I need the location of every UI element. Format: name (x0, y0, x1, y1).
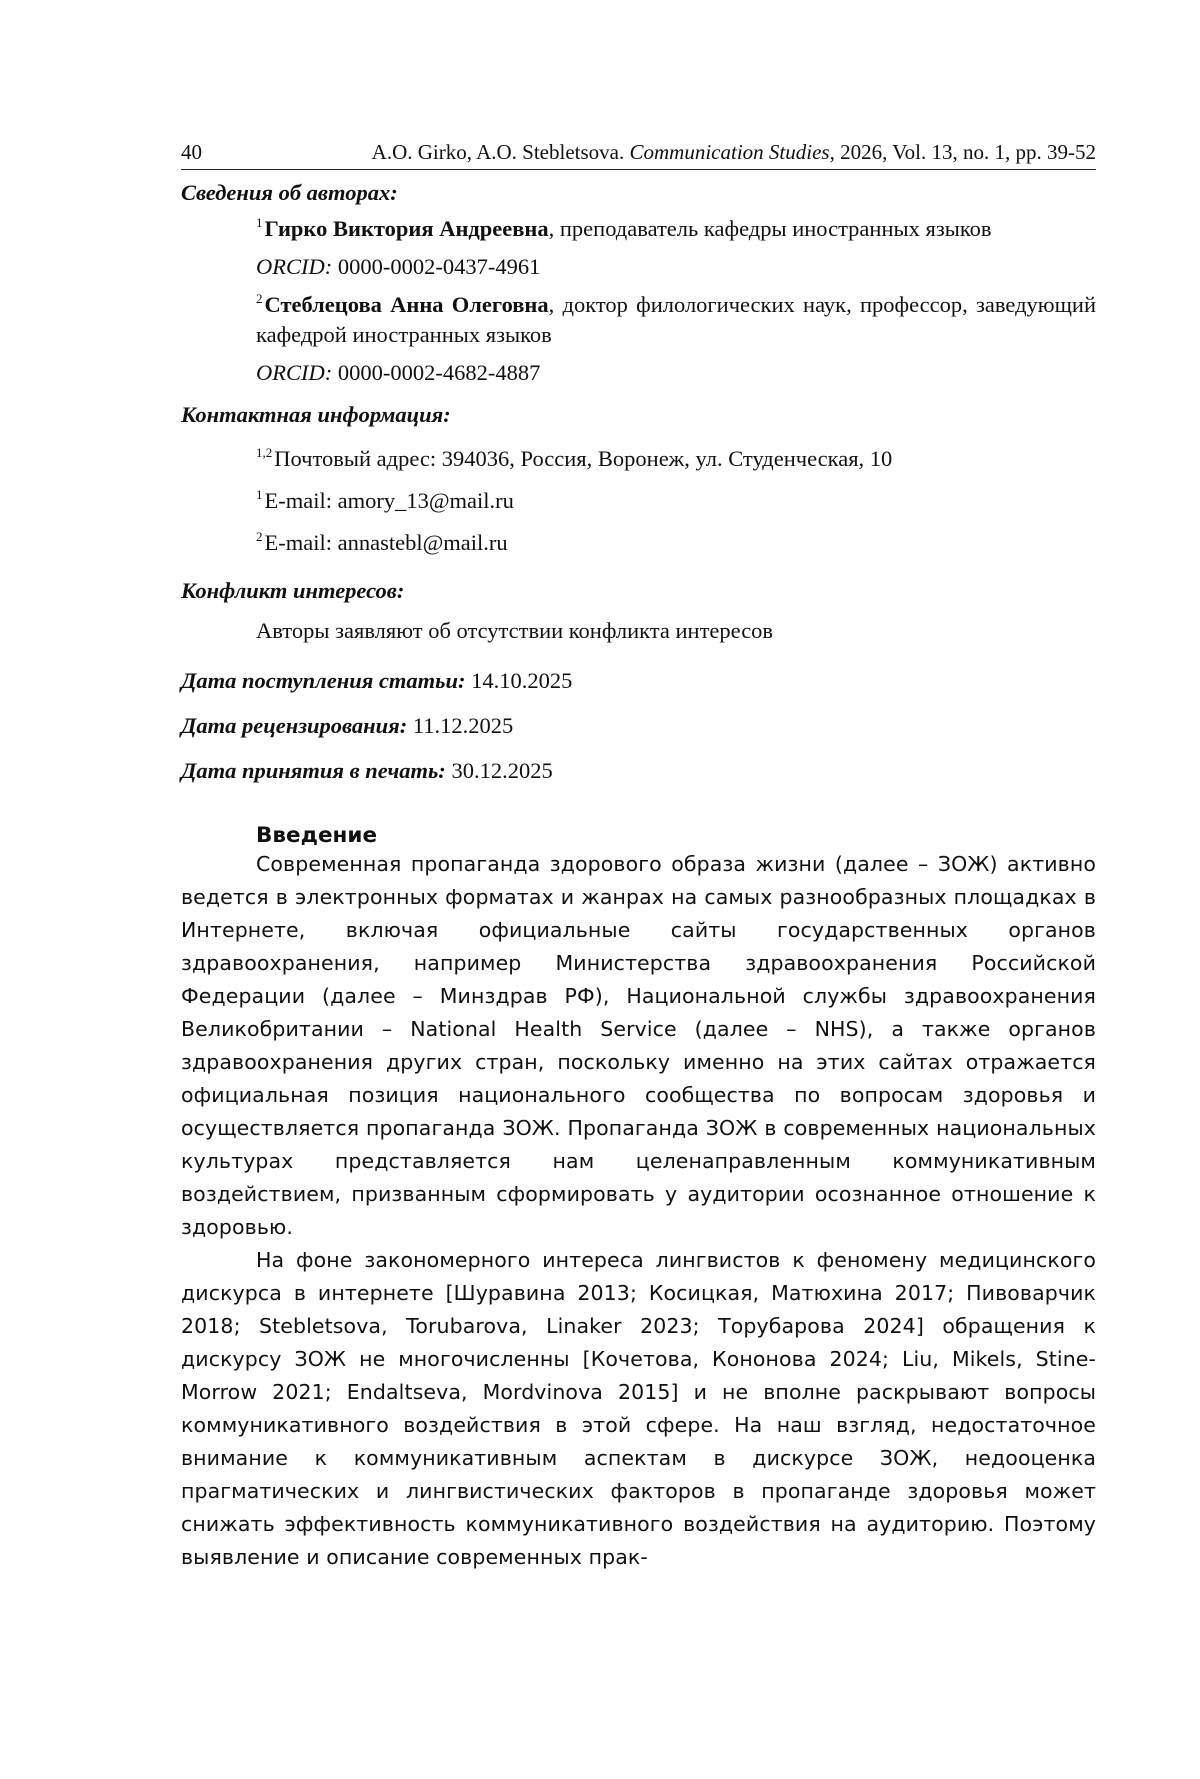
email1 (256, 480, 1096, 522)
received-label: Дата поступления статьи: (181, 668, 466, 693)
citation-details: , 2026, Vol. 13, no. 1, pp. 39-52 (829, 140, 1096, 164)
reviewed-value: 11.12.2025 (407, 713, 514, 738)
author2-position: , доктор филологических наук, профессор, заведующий кафедрой иностранных языков (256, 292, 1096, 347)
received-value: 14.10.2025 (465, 668, 573, 693)
conflict-heading: Конфликт интересов: (181, 578, 405, 603)
postal-address (256, 438, 1096, 480)
contact-block (256, 438, 1096, 564)
author2-name: Стеблецова Анна Олеговна (264, 292, 549, 317)
author1-orcid-label: ORCID: (256, 254, 333, 279)
received-date (181, 658, 1096, 703)
email2 (256, 522, 1096, 564)
introduction-paragraph-1: Современная пропаганда здорового образа жизни (далее – ЗОЖ) активно ведется в электронных форматах и жанрах на самых разнообразных площадках в Интернете, включая официальные сайты государственных органов здравоохранения, например Министерства здравоохранения Российской Федерации (далее – Минздрав РФ), Национальной службы здравоохранения Великобритании – National Health Service (далее – NHS), а также органов здравоохранения других стран, поскольку именно на этих сайтах отражается официальная позиция национального сообщества по вопросам здоровья и осуществляется пропаганда ЗОЖ. Пропаганда ЗОЖ в современных национальных культурах представляется нам целенаправленным коммуникативным воздействием, призванным сформировать у аудитории осознанное отношение к здоровью. (181, 852, 1096, 1239)
author2-orcid (256, 358, 1096, 388)
email1-sup: 1 (256, 487, 263, 502)
author1-sup: 1 (256, 215, 263, 230)
address-text: Почтовый адрес: 394036, Россия, Воронеж, ул. Студенческая, 10 (274, 446, 893, 471)
reviewed-label: Дата рецензирования: (181, 713, 408, 738)
journal-name: Communication Studies (629, 140, 830, 164)
email2-text: E-mail: annastebl@mail.ru (264, 530, 508, 555)
introduction-body (181, 848, 1096, 1574)
accepted-label: Дата принятия в печать: (181, 758, 446, 783)
email1-text: E-mail: amory_13@mail.ru (264, 488, 514, 513)
dates-block (181, 658, 1096, 793)
page (181, 140, 1096, 1574)
citation-authors: A.O. Girko, A.O. Stebletsova. (371, 140, 625, 164)
author2-orcid-value: 0000-0002-4682-4887 (332, 360, 541, 385)
author1-orcid-value: 0000-0002-0437-4961 (332, 254, 541, 279)
introduction-title: Введение (256, 823, 378, 848)
author2-orcid-label: ORCID: (256, 360, 333, 385)
conflict-text: Авторы заявляют об отсутствии конфликта интересов (256, 618, 774, 643)
author1-line (256, 214, 1096, 244)
author1-name: Гирко Виктория Андреевна (264, 216, 549, 241)
author1-block (256, 214, 1096, 282)
address-sup: 1,2 (256, 445, 273, 460)
author2-line (256, 290, 1096, 350)
author2-sup: 2 (256, 291, 263, 306)
email2-sup: 2 (256, 529, 263, 544)
contact-heading: Контактная информация: (181, 402, 451, 427)
page-number: 40 (181, 140, 202, 164)
reviewed-date (181, 703, 1096, 748)
author1-position: , преподаватель кафедры иностранных языков (548, 216, 992, 241)
authors-heading: Сведения об авторах: (181, 180, 398, 205)
running-header (181, 140, 1096, 170)
author1-orcid (256, 252, 1096, 282)
introduction-paragraph-2: На фоне закономерного интереса лингвистов к феномену медицинского дискурса в интернете [Шуравина 2013; Косицкая, Матюхина 2017; Пивоварчик 2018; Stebletsova, Torubarova, Linaker 2023; Торубарова 2024] обращения к дискурсу ЗОЖ не многочисленны [Кочетова, Кононова 2024; Liu, Mikels, Stine-Morrow 2021; Endaltseva, Mordvinova 2015] и не вполне раскрывают вопросы коммуникативного воздействия в этой сфере. На наш взгляд, недостаточное внимание к коммуникативным аспектам в дискурсе ЗОЖ, недооценка прагматических и лингвистических факторов в пропаганде здоровья может снижать эффективность коммуникативного воздействия на аудиторию. Поэтому выявление и описание современных прак- (181, 1248, 1096, 1569)
accepted-date (181, 748, 1096, 793)
author2-block (256, 290, 1096, 388)
accepted-value: 30.12.2025 (445, 758, 553, 783)
citation-line (372, 140, 1096, 165)
